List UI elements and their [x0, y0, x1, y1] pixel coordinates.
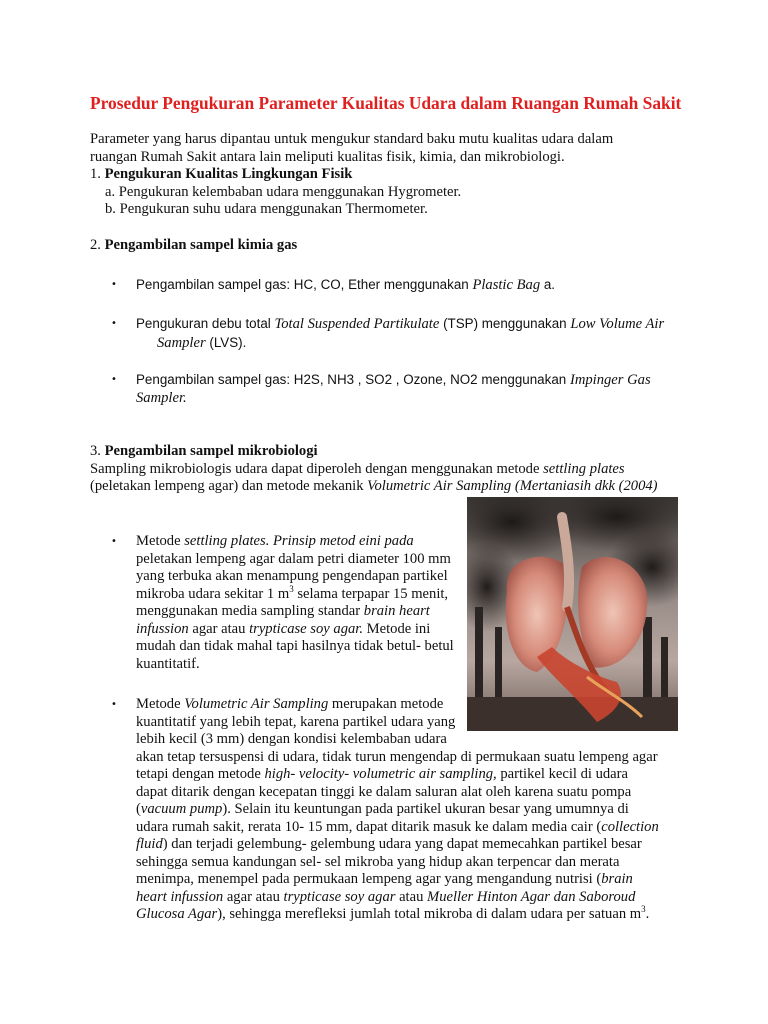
bullet-icon: • — [111, 536, 117, 547]
list-item — [136, 315, 736, 352]
section-number: 3. — [90, 443, 105, 459]
section-heading-text: Pengukuran Kualitas Lingkungan Fisik — [104, 166, 353, 182]
bullet-icon: • — [111, 699, 117, 710]
list-item — [136, 276, 736, 295]
list-item: a. Pengukuran kelembaban udara menggunakan Hygrometer. — [105, 183, 462, 200]
list-item — [136, 371, 736, 407]
item-italic: Low Volume Air — [570, 316, 665, 332]
item-text: atau — [395, 888, 428, 905]
section-chemical — [90, 237, 690, 255]
item-text: menimpa, menempel pada permukaan lempeng agar yang mengandung nutrisi ( — [136, 871, 602, 887]
section-heading — [90, 443, 690, 461]
item-text: ( — [136, 801, 141, 817]
item-text: agar atau — [223, 888, 284, 905]
section-heading — [90, 166, 690, 184]
item-text: ). Selain itu keuntungan pada partikel ukuran besar yang umumnya di — [222, 801, 629, 817]
intro-paragraph — [90, 131, 690, 166]
item-text: merupakan metode — [328, 696, 444, 712]
item-italic: collection — [601, 818, 659, 835]
item-italic: Volumetric Air Sampling — [184, 696, 329, 712]
item-text: partikel kecil di udara — [496, 766, 628, 782]
item-text: a. — [540, 277, 556, 292]
bullet-icon: • — [111, 279, 117, 290]
item-italic: trypticase soy agar — [283, 888, 396, 905]
item-text: mikroba udara sekitar 1 m — [136, 585, 290, 602]
section-physical — [90, 166, 690, 219]
item-italic: Glucosa Agar — [136, 906, 218, 922]
item-text: peletakan lempeng agar dalam petri diameter 100 mm — [136, 550, 451, 567]
item-text: yang terbuka akan menampung pengendapan partikel — [136, 568, 448, 584]
paragraph-italic: settling plates — [543, 460, 625, 477]
item-text: . — [645, 906, 650, 922]
item-text: kuantitatif. — [136, 655, 200, 672]
item-text: mudah dan tidak mahal tapi hasilnya tidak betul- betul — [136, 638, 454, 654]
item-text: tetapi dengan metode — [136, 766, 265, 782]
item-text: ), sehingga merefleksi jumlah total mikroba di dalam udara per satuan m — [217, 906, 642, 922]
section-microbiology — [90, 443, 690, 496]
item-text: lebih kecil (3 mm) dengan kondisi kelembaban udara — [136, 731, 447, 747]
paragraph-text: Sampling mikrobiologis udara dapat diperoleh dengan menggunakan metode — [90, 460, 544, 477]
intro-line: ruangan Rumah Sakit antara lain meliputi kualitas fisik, kimia, dan mikrobiologi. — [90, 148, 565, 165]
item-italic: heart infussion — [136, 888, 224, 905]
item-text: akan tetap tersuspensi di udara, tidak turun mengendap di permukaan suatu lempeng agar — [136, 748, 658, 765]
item-text: Metode — [136, 696, 185, 712]
paragraph-text: (peletakan lempeng agar) dan metode mekanik — [90, 478, 368, 494]
item-text: menggunakan media sampling standar — [136, 603, 364, 619]
item-italic: high- velocity- volumetric air sampling, — [264, 766, 497, 782]
item-italic: Sampler. — [136, 389, 187, 406]
item-text: (LVS). — [205, 334, 247, 350]
superscript: 3 — [641, 904, 646, 915]
item-italic: Sampler — [157, 334, 206, 351]
item-italic: Total Suspended Partikulate — [274, 316, 440, 332]
bullet-icon: • — [111, 374, 117, 385]
section-heading-text: Pengambilan sampel kimia gas — [104, 237, 298, 253]
item-italic: brain heart — [363, 603, 430, 619]
document-title: Prosedur Pengukuran Parameter Kualitas Udara dalam Ruangan Rumah Sakit — [90, 93, 682, 113]
section-heading — [90, 237, 690, 255]
item-italic: brain — [601, 871, 633, 887]
item-italic: vacuum pump — [140, 801, 223, 817]
bullet-icon: • — [111, 318, 117, 329]
intro-line: Parameter yang harus dipantau untuk mengukur standard baku mutu kualitas udara dalam — [90, 131, 614, 147]
item-text: kuantitatif yang lebih tepat, karena partikel udara yang — [136, 713, 456, 730]
item-italic: Impinger Gas — [569, 372, 651, 388]
list-item-settling-plates — [136, 533, 466, 673]
item-text: Metode ini — [363, 620, 431, 637]
item-italic: Plastic Bag — [472, 277, 541, 293]
item-text: dapat ditarik dengan kecepatan tinggi ke dalam saluran alat oleh karena suatu pompa — [136, 783, 632, 800]
item-italic: settling plates. Prinsip metod eini pada — [184, 533, 414, 549]
item-text: ) dan terjadi gelembung- gelembung udara yang dapat memecahkan partikel besar — [162, 836, 642, 852]
item-text: (TSP) menggunakan — [439, 316, 571, 331]
item-italic: trypticase soy agar. — [249, 620, 363, 637]
section-number: 2. — [90, 237, 105, 253]
item-text: Metode — [136, 533, 185, 549]
item-text: agar atau — [188, 620, 250, 637]
superscript: 3 — [289, 583, 294, 594]
item-text: udara rumah sakit, rerata 10- 15 mm, dapat ditarik masuk ke dalam media cair ( — [136, 818, 602, 835]
item-italic: infussion — [136, 620, 189, 637]
paragraph-italic: Volumetric Air Sampling (Mertaniasih dkk (2004) — [367, 478, 658, 494]
section-heading-text: Pengambilan sampel mikrobiologi — [104, 443, 318, 459]
section-number: 1. — [90, 166, 105, 182]
item-text: Pengambilan sampel gas: H2S, NH3 , SO2 , Ozone, NO2 menggunakan — [136, 372, 570, 387]
list-item-volumetric — [136, 696, 696, 924]
item-italic: Mueller Hinton Agar dan Saboroud — [427, 888, 636, 905]
item-text: selama terpapar 15 menit, — [293, 585, 449, 602]
item-text: Pengambilan sampel gas: HC, CO, Ether menggunakan — [136, 277, 473, 292]
item-italic: fluid — [136, 836, 163, 852]
list-item: b. Pengukuran suhu udara menggunakan Thermometer. — [105, 201, 428, 217]
item-text: sehingga semua kandungan sel- sel mikroba yang hidup akan terpencar dan merata — [136, 853, 620, 870]
item-text: Pengukuran debu total — [136, 316, 275, 331]
